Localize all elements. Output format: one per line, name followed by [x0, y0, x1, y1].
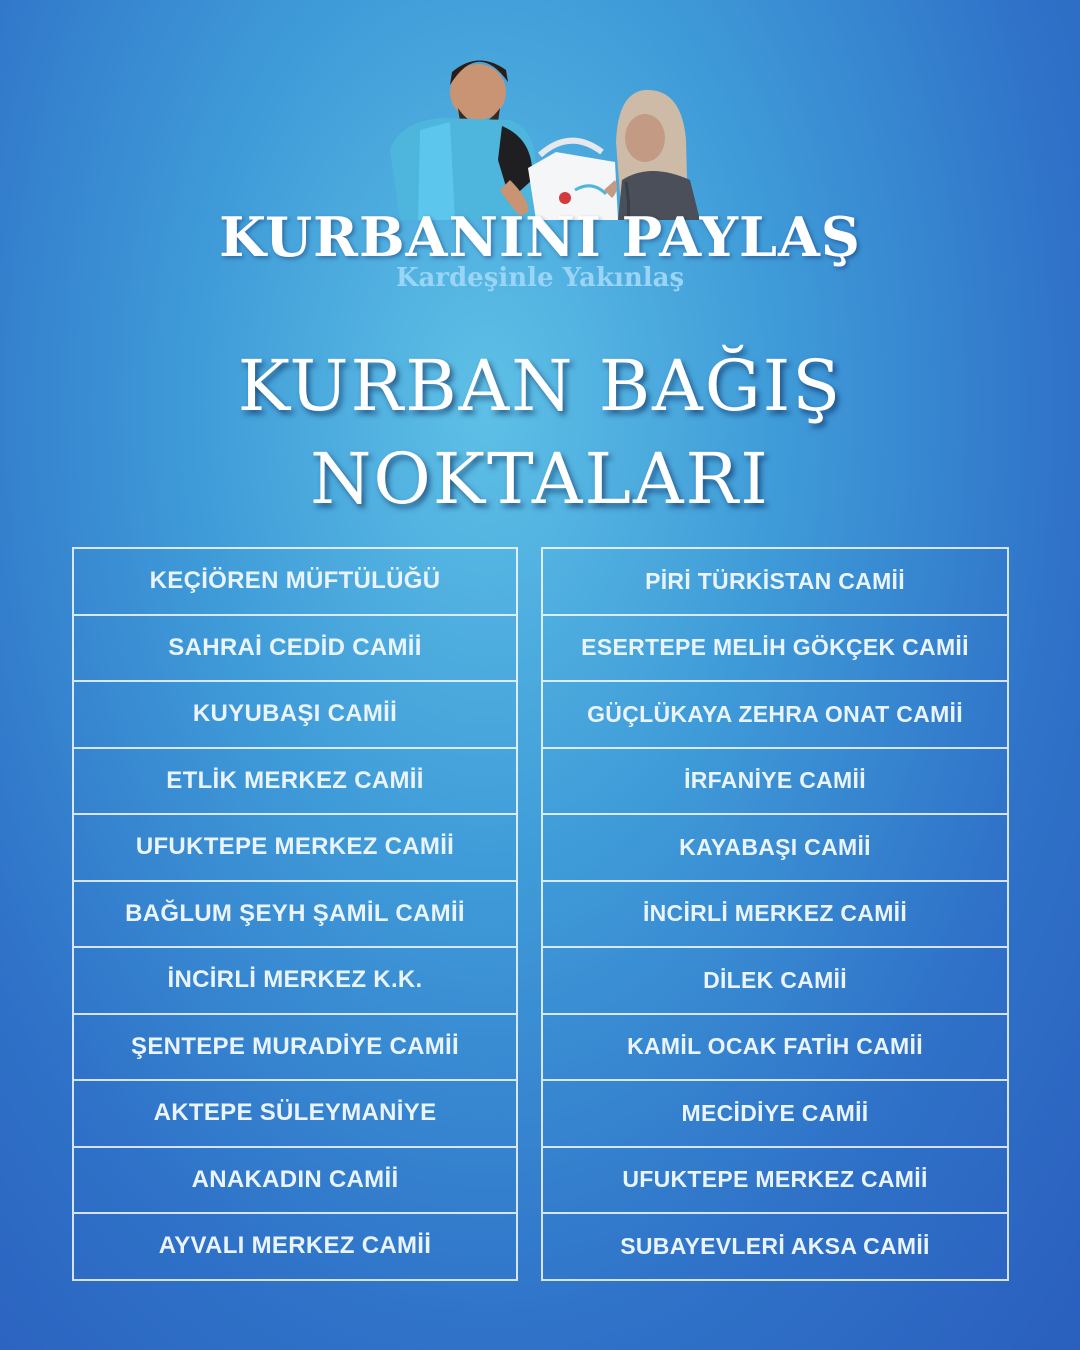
- location-item: SAHRAİ CEDİD CAMİİ: [74, 616, 516, 683]
- location-item: UFUKTEPE MERKEZ CAMİİ: [74, 815, 516, 882]
- location-item: GÜÇLÜKAYA ZEHRA ONAT CAMİİ: [543, 682, 1007, 749]
- location-item: İNCİRLİ MERKEZ CAMİİ: [543, 882, 1007, 949]
- location-item: İRFANİYE CAMİİ: [543, 749, 1007, 816]
- left-location-list: [72, 547, 518, 1281]
- brand-subtitle: Kardeşinle Yakınlaş: [395, 263, 685, 293]
- location-item: SUBAYEVLERİ AKSA CAMİİ: [620, 1232, 930, 1259]
- location-item: DİLEK CAMİİ: [543, 948, 1007, 1015]
- volunteer-giving-box-illustration: [360, 30, 720, 220]
- location-item: KEÇİÖREN MÜFTÜLÜĞÜ: [74, 549, 516, 616]
- location-item: ETLİK MERKEZ CAMİİ: [74, 749, 516, 816]
- main-title-line1: KURBAN BAĞIŞ: [237, 345, 843, 427]
- location-item: KAYABAŞI CAMİİ: [543, 815, 1007, 882]
- location-item: MECİDİYE CAMİİ: [543, 1081, 1007, 1148]
- location-item: ESERTEPE MELİH GÖKÇEK CAMİİ: [543, 616, 1007, 683]
- hero-photo: [360, 30, 720, 220]
- location-item: PİRİ TÜRKİSTAN CAMİİ: [543, 549, 1007, 616]
- location-item: UFUKTEPE MERKEZ CAMİİ: [543, 1148, 1007, 1215]
- location-item: KUYUBAŞI CAMİİ: [74, 682, 516, 749]
- location-item: İNCİRLİ MERKEZ K.K.: [74, 948, 516, 1015]
- location-item: AYVALI MERKEZ CAMİİ: [158, 1232, 432, 1260]
- main-title-line2: NOKTALARI: [310, 438, 770, 520]
- location-item: BAĞLUM ŞEYH ŞAMİL CAMİİ: [74, 882, 516, 949]
- location-item: ŞENTEPE MURADİYE CAMİİ: [74, 1015, 516, 1082]
- location-item: KAMİL OCAK FATİH CAMİİ: [543, 1015, 1007, 1082]
- right-location-list: [541, 547, 1009, 1281]
- location-item: AKTEPE SÜLEYMANİYE: [74, 1081, 516, 1148]
- location-item: ANAKADIN CAMİİ: [74, 1148, 516, 1215]
- brand-title: KURBANINI PAYLAŞ: [219, 205, 861, 269]
